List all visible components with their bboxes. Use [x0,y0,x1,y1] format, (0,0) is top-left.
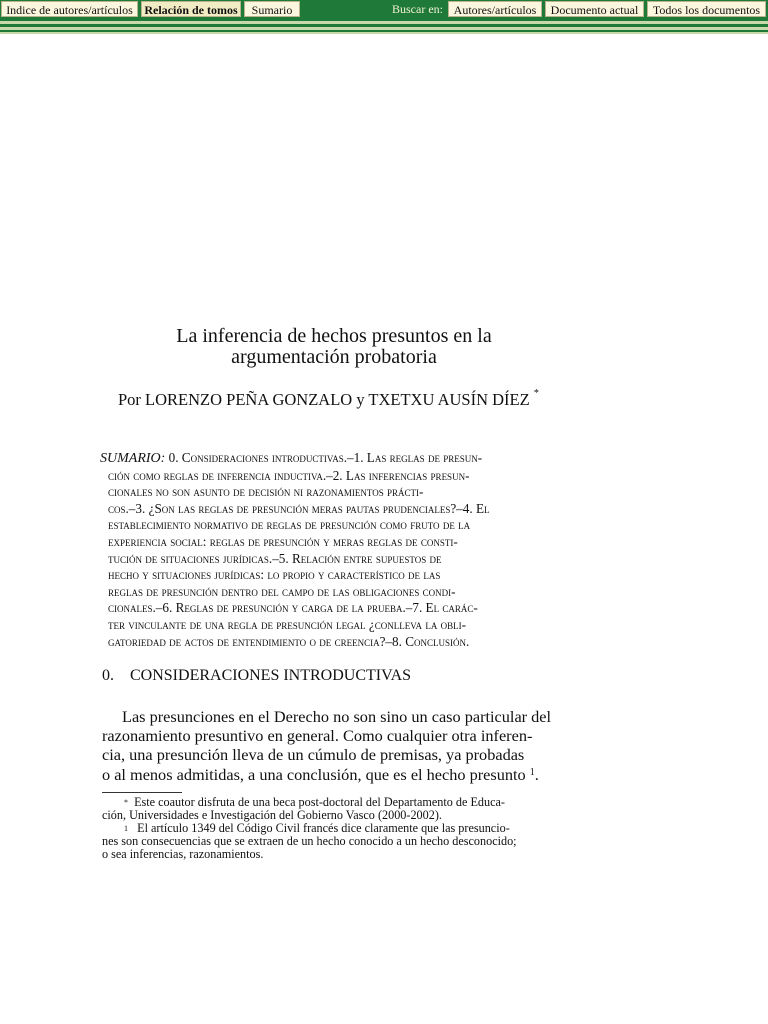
byline [118,390,539,410]
summary-button[interactable]: Sumario [244,1,300,17]
summary-line: cionales no son asunto de decisión ni razonamientos prácti- [108,484,424,500]
body-line: Las presunciones en el Derecho no son sino un caso particular del [122,707,552,726]
body-line-end: . [534,764,539,784]
summary-line: ción como reglas de inferencia inductiva.–2. Las inferencias presun- [108,467,470,483]
body-paragraph [102,707,574,784]
navigation-toolbar [0,0,768,21]
summary-block [100,450,572,650]
document-title-line-2: argumentación probatoria [231,346,437,368]
footnote-line: El artículo 1349 del Código Civil francés dice claramente que las presuncio- [137,821,510,835]
summary-line: tución de situaciones jurídicas.–5. Relación entre supuestos de [108,550,442,566]
footnote-line: nes son consecuencias que se extraen de un hecho conocido a un hecho desconocido; [102,834,517,848]
footnote-line: o sea inferencias, razonamientos. [102,847,264,861]
search-current-document-button[interactable]: Documento actual [545,1,644,17]
summary-line: 0. Consideraciones introductivas.–1. Las reglas de presun- [168,450,483,465]
body-line: razonamiento presuntivo en general. Como cualquier otra inferen- [102,726,533,746]
toolbar-band-light-3 [0,32,768,34]
volumes-list-button[interactable]: Relación de tomos [141,1,241,17]
search-all-documents-button[interactable]: Todos los documentos [647,1,766,17]
summary-lead: SUMARIO: [100,451,166,466]
summary-line: ter vinculante de una regla de presunción legal ¿conlleva la obli- [108,616,467,632]
search-authors-articles-button[interactable]: Autores/artículos [448,1,542,17]
footnote-mark: 1 [124,824,128,833]
summary-line: experiencia social: reglas de presunción y meras reglas de consti- [108,533,458,549]
document-title-line-1: La inferencia de hechos presuntos en la [176,325,492,347]
summary-line: hecho y situaciones jurídicas: lo propio y característico de las [108,567,441,583]
search-in-label: Buscar en: [392,2,443,16]
section-number: 0. [102,667,114,684]
footnotes [102,796,576,861]
body-line: cia, una presunción lleva de un cúmulo de premisas, ya probadas [102,745,525,765]
section-title: CONSIDERACIONES INTRODUCTIVAS [130,667,412,684]
footnote-line: ción, Universidades e Investigación del Gobierno Vasco (2000-2002). [102,808,442,822]
summary-line: establecimiento normativo de reglas de presunción como fruto de la [108,517,471,533]
byline-authors: Por LORENZO PEÑA GONZALO y TXETXU AUSÍN DÍEZ [118,390,530,409]
summary-line: reglas de presunción dentro del campo de las obligaciones condi- [108,583,456,599]
byline-footnote-mark: * [533,388,539,399]
summary-line: cos.–3. ¿Son las reglas de presunción meras pautas prudenciales?–4. El [108,500,490,516]
index-authors-articles-button[interactable]: Indice de autores/artículos [1,1,138,17]
section-heading [102,667,411,685]
footnote-reference[interactable]: 1 [529,766,535,778]
summary-line: cionales.–6. Reglas de presunción y carga de la prueba.–7. El carác- [108,600,478,616]
footnote-divider [102,792,182,793]
footnote-mark: * [124,798,128,807]
body-line: o al menos admitidas, a una conclusión, que es el hecho presunto [102,764,526,784]
footnote-line: Este coautor disfruta de una beca post-doctoral del Departamento de Educa- [134,795,505,809]
summary-line: gatoriedad de actos de entendimiento o de creencia?–8. Conclusión. [108,633,470,649]
